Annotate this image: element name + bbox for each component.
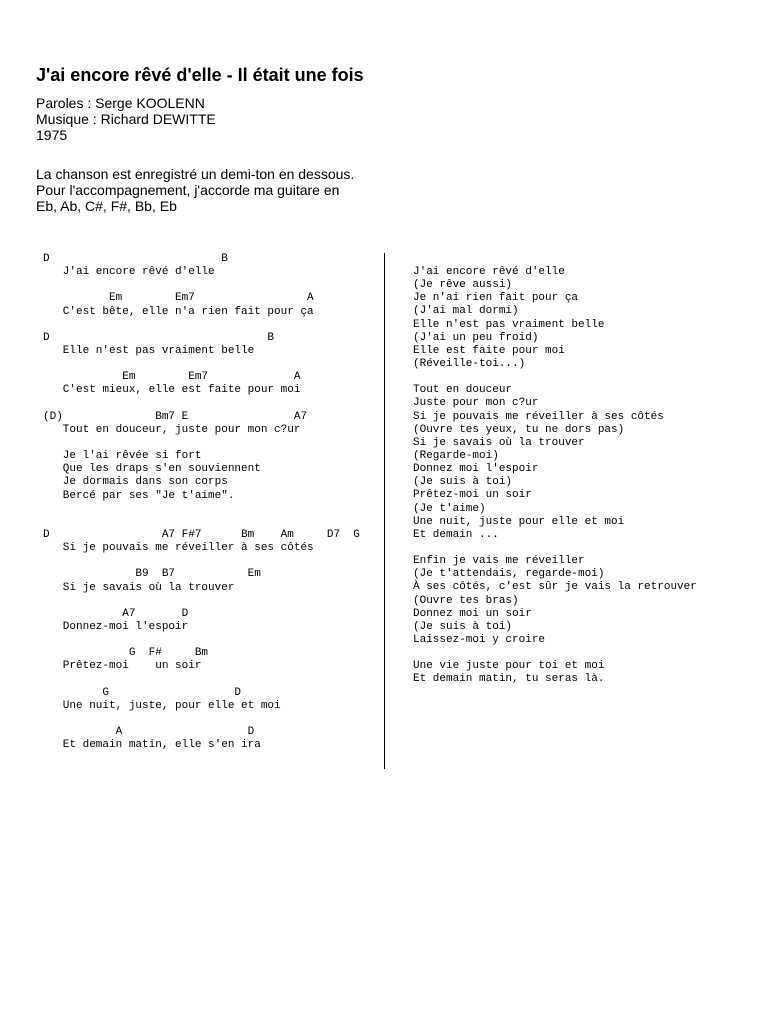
lyric-line: (Je suis à toi) bbox=[413, 620, 513, 633]
chord-lyric-line bbox=[43, 319, 360, 332]
chord-lyric-line: Une nuit, juste, pour elle et moi bbox=[43, 699, 281, 712]
chords-lyrics-column bbox=[43, 253, 360, 752]
year-line: 1975 bbox=[36, 127, 68, 143]
tuning-note bbox=[36, 166, 354, 214]
lyric-line: Tout en douceur bbox=[413, 384, 513, 397]
chord-lyric-line: Em Em7 A bbox=[43, 371, 301, 384]
chord-lyric-line bbox=[43, 713, 360, 726]
chord-lyric-line: G D bbox=[43, 686, 242, 699]
chord-lyric-line: D A7 F#7 Bm Am D7 G bbox=[43, 528, 360, 541]
lyric-line: Si je savais où la trouver bbox=[413, 436, 585, 449]
note-line: La chanson est enregistré un demi-ton en dessous. bbox=[36, 166, 355, 182]
lyric-line bbox=[413, 542, 697, 555]
lyric-line: (Regarde-moi) bbox=[413, 449, 499, 462]
composer-line: Musique : Richard DEWITTE bbox=[36, 111, 216, 127]
chord-lyric-line: Je l'ai rêvée si fort bbox=[43, 450, 202, 463]
lyric-line: (J'ai un peu froid) bbox=[413, 331, 539, 344]
chord-lyric-line: D B bbox=[43, 253, 228, 265]
lyric-line: (Je t'aime) bbox=[413, 502, 486, 515]
chord-lyric-line bbox=[43, 437, 360, 450]
chord-lyric-line: C'est mieux, elle est faite pour moi bbox=[43, 384, 301, 397]
chord-lyric-line bbox=[43, 358, 360, 371]
lyric-line: Si je pouvais me réveiller à ses côtés bbox=[413, 410, 664, 423]
lyric-line: Une nuit, juste pour elle et moi bbox=[413, 515, 625, 528]
chord-lyric-line: Si je pouvais me réveiller à ses côtés bbox=[43, 542, 314, 555]
chord-lyric-line bbox=[43, 674, 360, 687]
chord-lyric-line: Je dormais dans son corps bbox=[43, 476, 228, 489]
chord-lyric-line: (D) Bm7 E A7 bbox=[43, 410, 308, 423]
lyric-line: (Je suis à toi) bbox=[413, 476, 513, 489]
lyric-line: Enfin je vais me réveiller bbox=[413, 555, 585, 568]
lyric-line: Laissez-moi y croire bbox=[413, 633, 546, 646]
chord-lyric-line: Donnez-moi l'espoir bbox=[43, 620, 189, 633]
column-divider bbox=[384, 253, 385, 769]
lyric-line bbox=[413, 647, 697, 660]
lyric-line: J'ai encore rêvé d'elle bbox=[413, 266, 565, 278]
chord-lyric-line: A7 D bbox=[43, 607, 189, 620]
chord-lyric-line: D B bbox=[43, 331, 275, 344]
chord-lyric-line: Prêtez-moi un soir bbox=[43, 660, 202, 673]
chord-lyric-line bbox=[43, 279, 360, 292]
lyric-line: Prêtez-moi un soir bbox=[413, 489, 532, 502]
chord-lyric-line: B9 B7 Em bbox=[43, 568, 261, 581]
lyric-line: (Ouvre tes yeux, tu ne dors pas) bbox=[413, 423, 625, 436]
lyric-line: (Réveille-toi...) bbox=[413, 357, 526, 370]
note-line: Pour l'accompagnement, j'accorde ma guitare en bbox=[36, 182, 340, 198]
lyric-line: Et demain ... bbox=[413, 528, 499, 541]
lyric-line: À ses côtés, c'est sûr je vais la retrouver bbox=[413, 581, 697, 594]
chord-lyric-line bbox=[43, 503, 360, 516]
lyric-line: Je n'ai rien fait pour ça bbox=[413, 292, 579, 305]
chord-lyric-line: Tout en douceur, juste pour mon c?ur bbox=[43, 423, 301, 436]
chord-lyric-line bbox=[43, 516, 360, 529]
chord-lyric-line: Et demain matin, elle s'en ira bbox=[43, 739, 261, 752]
chord-lyric-line: Si je savais où la trouver bbox=[43, 581, 235, 594]
lyricist-line: Paroles : Serge KOOLENN bbox=[36, 95, 205, 111]
lyric-line: (Je rêve aussi) bbox=[413, 279, 513, 292]
chord-lyric-line: J'ai encore rêvé d'elle bbox=[43, 266, 215, 279]
lyrics-duet-column bbox=[413, 266, 697, 687]
chord-lyric-line: G F# Bm bbox=[43, 647, 209, 660]
lyric-line bbox=[413, 371, 697, 384]
chord-lyric-line: Em Em7 A bbox=[43, 292, 314, 305]
lyric-line: Donnez moi l'espoir bbox=[413, 463, 539, 476]
lyric-line: (Ouvre tes bras) bbox=[413, 594, 519, 607]
chord-lyric-line bbox=[43, 398, 360, 411]
lyric-line: (Je t'attendais, regarde-moi) bbox=[413, 568, 605, 581]
lyric-line: Une vie juste pour toi et moi bbox=[413, 660, 605, 673]
chord-lyric-line: C'est bête, elle n'a rien fait pour ça bbox=[43, 305, 314, 318]
chord-lyric-line bbox=[43, 595, 360, 608]
lyric-line: Donnez moi un soir bbox=[413, 607, 532, 620]
lyric-line: Et demain matin, tu seras là. bbox=[413, 673, 605, 686]
song-title: J'ai encore rêvé d'elle - Il était une fois bbox=[36, 65, 364, 85]
chord-lyric-line: Bercé par ses "Je t'aime". bbox=[43, 489, 235, 502]
lyric-line: Elle n'est pas vraiment belle bbox=[413, 318, 605, 331]
credits-block bbox=[36, 95, 216, 143]
chord-lyric-line bbox=[43, 634, 360, 647]
lyric-line: (J'ai mal dormi) bbox=[413, 305, 519, 318]
chord-lyric-line: Que les draps s'en souviennent bbox=[43, 463, 261, 476]
chord-lyric-line: A D bbox=[43, 726, 255, 739]
chord-lyric-line bbox=[43, 555, 360, 568]
lyric-line: Elle est faite pour moi bbox=[413, 344, 565, 357]
note-line: Eb, Ab, C#, F#, Bb, Eb bbox=[36, 198, 177, 214]
lyric-line: Juste pour mon c?ur bbox=[413, 397, 539, 410]
chord-lyric-line: Elle n'est pas vraiment belle bbox=[43, 344, 255, 357]
